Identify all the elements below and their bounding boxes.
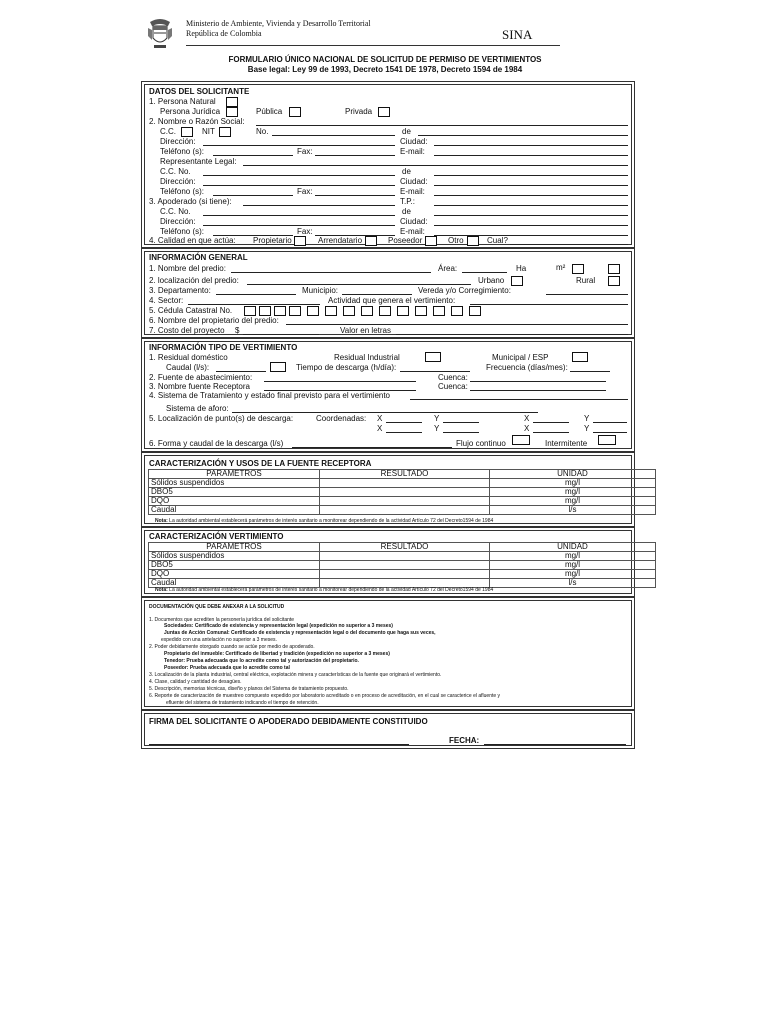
coordenadas-label: Coordenadas: [316, 414, 367, 423]
doc-line: efluente del sistema de tratamiento indicando el tiempo de retención. [166, 700, 319, 706]
cedula-digit-box[interactable] [397, 306, 409, 316]
predio-field[interactable] [231, 272, 431, 273]
email-label: E-mail: [400, 147, 425, 156]
doc-line: 1. Documentos que acrediten la personería jurídica del solicitante [149, 617, 295, 623]
result-cell[interactable] [320, 479, 490, 488]
y-field-3[interactable] [443, 432, 479, 433]
apoderado-field[interactable] [243, 205, 395, 206]
area-label: Área: [438, 264, 458, 273]
sistema-field[interactable] [410, 399, 628, 400]
municipio-label: Municipio: [302, 286, 339, 295]
apo-fax-label: Fax: [297, 227, 313, 236]
vertimiento-note [155, 587, 493, 594]
cedula-label: 5. Cédula Catastral No. [149, 306, 233, 315]
fecha-label: FECHA: [449, 736, 480, 745]
table-header-cell: PARAMETROS [149, 470, 320, 479]
publica-label: Pública [256, 107, 283, 116]
y-field-1[interactable] [443, 422, 479, 423]
apo-email-label: E-mail: [400, 227, 425, 236]
rep-fax-field[interactable] [315, 195, 395, 196]
representante-label: Representante Legal: [160, 157, 237, 166]
table-row [149, 506, 656, 515]
ciudad-label: Ciudad: [400, 137, 428, 146]
fecha-field[interactable] [484, 744, 626, 745]
note-text: La autoridad ambiental establecerá parámetros de interés sanitario a monitorear dependiendo de la actividad Artículo 72 del Decreto1594 de 1984 [169, 587, 494, 593]
id-number-field[interactable] [272, 135, 395, 136]
param-cell: DQO [149, 570, 320, 579]
flujo-checkbox[interactable] [512, 435, 530, 445]
cual-label: Cual? [487, 236, 508, 245]
unit-cell: mg/l [490, 488, 656, 497]
apo-cc-label: C.C. No. [160, 207, 191, 216]
telefono-label: Teléfono (s): [160, 147, 205, 156]
municipal-checkbox[interactable] [572, 352, 588, 362]
x-field-4[interactable] [533, 432, 569, 433]
param-cell: Sólidos suspendidos [149, 552, 320, 561]
section-heading-solicitante: DATOS DEL SOLICITANTE [149, 87, 250, 96]
actividad-field[interactable] [470, 304, 628, 305]
y-label-2: Y [584, 414, 590, 423]
doc-line: 6. Reporte de caracterización de muestreo compuesto expedido por laboratorio acreditado o en proceso de acreditación, en el cual se caracterice el afluente y [149, 693, 501, 699]
forma-field[interactable] [292, 447, 452, 448]
rep-cc-label: C.C. No. [160, 167, 191, 176]
municipio-field[interactable] [342, 294, 412, 295]
valor-letras-field[interactable] [396, 334, 628, 335]
publica-checkbox[interactable] [289, 107, 301, 117]
residual-domestico-label: 1. Residual doméstico [149, 353, 228, 362]
fuente-table [148, 469, 656, 515]
rep-telefono-field[interactable] [213, 195, 293, 196]
y-field-4[interactable] [593, 432, 627, 433]
section-heading-tipo: INFORMACIÓN TIPO DE VERTIMIENTO [149, 343, 298, 352]
representante-field[interactable] [243, 165, 628, 166]
intermitente-checkbox[interactable] [598, 435, 616, 445]
cedula-digit-box[interactable] [325, 306, 337, 316]
fuente-field[interactable] [264, 381, 416, 382]
arrendatario-checkbox[interactable] [365, 236, 377, 246]
m2-checkbox[interactable] [608, 264, 620, 274]
aforo-label: Sistema de aforo: [166, 404, 229, 413]
nit-label: NIT [202, 127, 215, 136]
vereda-field[interactable] [546, 294, 628, 295]
unit-cell: l/s [490, 506, 656, 515]
x-label-1: X [377, 414, 383, 423]
nombre-label: 2. Nombre o Razón Social: [149, 117, 245, 126]
result-cell[interactable] [320, 570, 490, 579]
section-heading-fuente: CARACTERIZACIÓN Y USOS DE LA FUENTE RECEPTORA [149, 459, 372, 468]
email-field[interactable] [434, 155, 628, 156]
table-header-cell: RESULTADO [320, 470, 490, 479]
param-cell: DBO5 [149, 561, 320, 570]
otro-checkbox[interactable] [467, 236, 479, 246]
rep-ciudad-field[interactable] [434, 185, 628, 186]
poseedor-label: Poseedor [388, 236, 423, 245]
country-name: República de Colombia [186, 29, 262, 38]
valor-letras-label: Valor en letras [340, 326, 391, 335]
result-cell[interactable] [320, 488, 490, 497]
doc-line: Sociedades: Certificado de existencia y representación legal (expedición no superior a 3 meses) [164, 623, 393, 629]
doc-line: expedido con una antelación no superior a 3 meses. [161, 637, 277, 643]
cuenca-field-1[interactable] [470, 381, 606, 382]
apo-de-label: de [402, 207, 411, 216]
propietario-predio-label: 6. Nombre del propietario del predio: [149, 316, 279, 325]
rural-label: Rural [576, 276, 596, 285]
vereda-label: Vereda y/o Corregimiento: [418, 286, 511, 295]
cedula-digit-box[interactable] [451, 306, 463, 316]
cedula-digit-box[interactable] [343, 306, 355, 316]
apo-ciudad-label: Ciudad: [400, 217, 428, 226]
rep-de-label: de [402, 167, 411, 176]
dollar-sign: $ [235, 326, 240, 335]
x-label-4: X [524, 424, 530, 433]
tiempo-label: Tiempo de descarga (h/día): [296, 363, 397, 372]
result-cell[interactable] [320, 552, 490, 561]
flujo-label: Flujo continuo [456, 439, 506, 448]
ha-label: Ha [516, 264, 527, 273]
doc-line: 4. Clase, calidad y cantidad de desagües. [149, 679, 242, 685]
rep-direccion-label: Dirección: [160, 177, 196, 186]
nit-checkbox[interactable] [219, 127, 231, 137]
legal-basis: Base legal: Ley 99 de 1993, Decreto 1541 DE 1978, Decreto 1594 de 1984 [247, 65, 523, 74]
cuenca-label-1: Cuenca: [438, 373, 468, 382]
rep-telefono-label: Teléfono (s): [160, 187, 205, 196]
doc-line: Propietario del inmueble: Certificado de libertad y tradición (expedición no superior a 3 meses) [164, 651, 390, 657]
result-cell[interactable] [320, 506, 490, 515]
propietario-checkbox[interactable] [294, 236, 306, 246]
cedula-digit-box[interactable] [244, 306, 256, 316]
apo-telefono-label: Teléfono (s): [160, 227, 205, 236]
rural-checkbox[interactable] [608, 276, 620, 286]
rep-fax-label: Fax: [297, 187, 313, 196]
area-field[interactable] [462, 272, 507, 273]
propietario-predio-field[interactable] [286, 324, 628, 325]
unit-cell: l/s [490, 579, 656, 588]
apo-direccion-field[interactable] [203, 225, 395, 226]
forma-label: 6. Forma y caudal de la descarga (l/s) [149, 439, 284, 448]
calidad-label: 4. Calidad en que actúa: [149, 236, 236, 245]
apo-direccion-label: Dirección: [160, 217, 196, 226]
y-field-2[interactable] [593, 422, 627, 423]
result-cell[interactable] [320, 561, 490, 570]
section-heading-general: INFORMACIÓN GENERAL [149, 253, 248, 262]
residual-domestico-checkbox[interactable] [270, 362, 286, 372]
de-label: de [402, 127, 411, 136]
cedula-digit-box[interactable] [289, 306, 301, 316]
param-cell: DQO [149, 497, 320, 506]
cc-checkbox[interactable] [181, 127, 193, 137]
cedula-digit-box[interactable] [274, 306, 286, 316]
cc-label: C.C. [160, 127, 176, 136]
table-header-cell: UNIDAD [490, 543, 656, 552]
unit-cell: mg/l [490, 552, 656, 561]
predio-label: 1. Nombre del predio: [149, 264, 226, 273]
tp-field[interactable] [434, 205, 628, 206]
rep-email-label: E-mail: [400, 187, 425, 196]
table-row [149, 497, 656, 506]
note-label: Nota: [155, 518, 168, 524]
localizacion-label: 2. localización del predio: [149, 276, 239, 285]
ministry-name: Ministerio de Ambiente, Vivienda y Desarrollo Territorial [186, 19, 371, 28]
result-cell[interactable] [320, 497, 490, 506]
table-header-cell: RESULTADO [320, 543, 490, 552]
cedula-digit-box[interactable] [379, 306, 391, 316]
y-label-3: Y [434, 424, 440, 433]
note-text: La autoridad ambiental establecerá parámetros de interés sanitario a monitorear dependiendo de la actividad Artículo 72 del Decreto1594 de 1984 [169, 518, 494, 524]
localizacion-field[interactable] [247, 284, 471, 285]
section-heading-firma: FIRMA DEL SOLICITANTE O APODERADO DEBIDAMENTE CONSTITUIDO [149, 717, 428, 726]
y-label-1: Y [434, 414, 440, 423]
rep-direccion-field[interactable] [203, 185, 395, 186]
cedula-digit-box[interactable] [415, 306, 427, 316]
costo-field[interactable] [243, 334, 319, 335]
doc-line: Juntas de Acción Comunal: Certificado de existencia y representación legal o del documento que haga sus veces, [164, 630, 436, 636]
privada-label: Privada [345, 107, 373, 116]
cuenca-field-2[interactable] [470, 390, 606, 391]
doc-line: Poseedor: Prueba adecuada que lo acredite como tal [164, 665, 290, 671]
cedula-digit-box[interactable] [433, 306, 445, 316]
cedula-digit-box[interactable] [259, 306, 271, 316]
doc-line: 2. Poder debidamente otorgado cuando se actúe por medio de apoderado. [149, 644, 315, 650]
fuente-label: 2. Fuente de abastecimiento: [149, 373, 253, 382]
aforo-field[interactable] [232, 412, 538, 413]
apo-cc-field[interactable] [203, 215, 395, 216]
x-field-1[interactable] [386, 422, 422, 423]
signature-field[interactable] [149, 744, 409, 745]
table-row [149, 570, 656, 579]
doc-line: 5. Descripción, memorias técnicas, diseño y planos del Sistema de tratamiento propuesto. [149, 686, 349, 692]
localizacion-descarga-label: 5. Localización de punto(s) de descarga: [149, 414, 294, 423]
sina-label: SINA [502, 27, 533, 42]
fax-field[interactable] [315, 155, 395, 156]
apoderado-label: 3. Apoderado (si tiene): [149, 197, 232, 206]
sistema-label: 4. Sistema de Tratamiento y estado final previsto para el vertimiento [149, 391, 391, 400]
apo-de-field[interactable] [434, 215, 628, 216]
table-header-cell: UNIDAD [490, 470, 656, 479]
privada-checkbox[interactable] [378, 107, 390, 117]
x-label-3: X [377, 424, 383, 433]
rep-de-field[interactable] [434, 175, 628, 176]
form-title: FORMULARIO ÚNICO NACIONAL DE SOLICITUD DE PERMISO DE VERTIMIENTOS [228, 55, 542, 64]
ciudad-field[interactable] [434, 145, 628, 146]
tp-label: T.P.: [400, 197, 415, 206]
departamento-label: 3. Departamento: [149, 286, 211, 295]
cual-field[interactable] [510, 244, 628, 245]
urbano-label: Urbano [478, 276, 505, 285]
section-heading-documentacion: DOCUMENTACIÓN QUE DEBE ANEXAR A LA SOLICITUD [149, 604, 285, 610]
arrendatario-label: Arrendatario [318, 236, 363, 245]
urbano-checkbox[interactable] [511, 276, 523, 286]
direccion-label: Dirección: [160, 137, 196, 146]
unit-cell: mg/l [490, 497, 656, 506]
sector-label: 4. Sector: [149, 296, 184, 305]
apo-ciudad-field[interactable] [434, 225, 628, 226]
nombre-field[interactable] [256, 125, 628, 126]
sector-field[interactable] [188, 304, 320, 305]
persona-juridica-checkbox[interactable] [226, 107, 238, 117]
residual-industrial-label: Residual Industrial [334, 353, 400, 362]
rep-email-field[interactable] [434, 195, 628, 196]
persona-natural-checkbox[interactable] [226, 97, 238, 107]
no-label: No. [256, 127, 269, 136]
propietario-label: Propietario [253, 236, 292, 245]
cedula-digit-box[interactable] [307, 306, 319, 316]
header-divider [186, 45, 560, 46]
caudal-field[interactable] [216, 371, 266, 372]
fuente-note [155, 518, 493, 525]
caudal-label: Caudal (l/s): [166, 363, 210, 372]
x-label-2: X [524, 414, 530, 423]
cedula-digit-box[interactable] [361, 306, 373, 316]
direccion-field[interactable] [203, 145, 395, 146]
section-heading-vertimiento: CARACTERIZACIÓN VERTIMIENTO [149, 532, 284, 541]
receptora-label: 3. Nombre fuente Receptora [149, 382, 250, 391]
y-label-4: Y [584, 424, 590, 433]
actividad-label: Actividad que genera el vertimiento: [328, 296, 456, 305]
telefono-field[interactable] [213, 155, 293, 156]
x-field-3[interactable] [386, 432, 422, 433]
id-place-field[interactable] [418, 135, 628, 136]
cuenca-label-2: Cuenca: [438, 382, 468, 391]
municipal-label: Municipal / ESP [492, 353, 549, 362]
frecuencia-field[interactable] [570, 371, 610, 372]
persona-juridica-label: Persona Jurídica [160, 107, 221, 116]
poseedor-checkbox[interactable] [425, 236, 437, 246]
persona-natural-label: 1. Persona Natural [149, 97, 216, 106]
doc-line: 3. Localización de la planta industrial, central eléctrica, explotación minera y características de la fuente que originará el vertimiento. [149, 672, 442, 678]
otro-label: Otro [448, 236, 464, 245]
param-cell: DBO5 [149, 488, 320, 497]
departamento-field[interactable] [216, 294, 296, 295]
unit-cell: mg/l [490, 561, 656, 570]
note-label: Nota: [155, 587, 168, 593]
doc-line: Tenedor: Prueba adecuada que lo acredite como tal y autorización del propietario. [164, 658, 359, 664]
frecuencia-label: Frecuencia (días/mes): [486, 363, 568, 372]
param-cell: Sólidos suspendidos [149, 479, 320, 488]
param-cell: Caudal [149, 506, 320, 515]
residual-industrial-checkbox[interactable] [425, 352, 441, 362]
unit-cell: mg/l [490, 570, 656, 579]
intermitente-label: Intermitente [545, 439, 588, 448]
table-header-cell: PARAMETROS [149, 543, 320, 552]
fax-label: Fax: [297, 147, 313, 156]
rep-cc-field[interactable] [203, 175, 395, 176]
costo-label: 7. Costo del proyecto [149, 326, 225, 335]
tiempo-field[interactable] [400, 371, 470, 372]
rep-ciudad-label: Ciudad: [400, 177, 428, 186]
unit-cell: mg/l [490, 479, 656, 488]
vertimiento-table [148, 542, 656, 588]
m2-label: m² [556, 263, 566, 272]
x-field-2[interactable] [533, 422, 569, 423]
coat-of-arms-logo [146, 16, 174, 50]
cedula-digit-box[interactable] [469, 306, 481, 316]
param-cell: Caudal [149, 579, 320, 588]
ha-checkbox[interactable] [572, 264, 584, 274]
